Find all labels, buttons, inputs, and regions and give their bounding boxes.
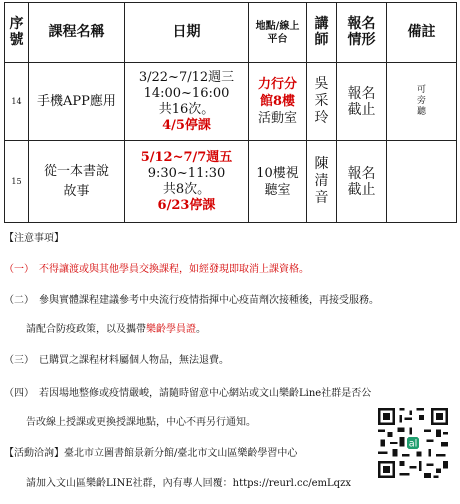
registration-status: 報名截止 [337, 141, 387, 223]
course-teacher: 吳采玲 [307, 63, 337, 141]
row-number: 15 [5, 141, 29, 223]
suspension-note: 4/5停課 [162, 117, 211, 133]
header-status: 報名情形 [337, 3, 387, 63]
table-header-row [5, 3, 457, 63]
note-1: （一） 不得讓渡或與其他學員交換課程，如經發現即取消上課資格。 [4, 264, 309, 275]
senior-card-text: 樂齡學員證 [146, 324, 196, 335]
contact-info: 【活動洽詢】臺北市立圖書館景新分館/臺北市文山區樂齡學習中心 [4, 448, 298, 459]
qr-code-icon[interactable] [378, 408, 448, 478]
note-2-continued: 請配合防疫政策，以及攜帶樂齡學員證。 [26, 324, 206, 335]
suspension-note: 6/23停課 [157, 197, 216, 213]
course-name: 手機APP應用 [29, 63, 125, 141]
course-note [387, 141, 457, 223]
header-location: 地點/線上平台 [249, 3, 307, 63]
course-location: 力行分館8樓 活動室 [249, 63, 307, 141]
header-note: 備註 [387, 3, 457, 63]
notes-title: 【注意事項】 [4, 233, 64, 244]
note-3: （三） 已購買之課程材料屬個人物品，無法退費。 [4, 355, 229, 366]
note-4: （四） 若因場地整修或疫情嚴峻，請隨時留意中心網站或文山樂齡Line社群是否公 [4, 388, 372, 399]
course-location: 10樓視聽室 [249, 141, 307, 223]
note-4-continued: 告改線上授課或更換授課地點，中心不再另行通知。 [26, 417, 256, 428]
line-group-link[interactable]: 請加入文山區樂齡LINE社群，內有專人回覆：https://reurl.cc/emLqzx [26, 478, 351, 489]
course-table [4, 2, 457, 223]
table-row [5, 63, 457, 141]
note-2: （二） 參與實體課程建議參考中央流行疫情指揮中心疫苗劑次接種後，再接受服務。 [4, 295, 379, 306]
course-date: 5/12~7/7週五 9:30~11:30 共8次。 6/23停課 [125, 141, 249, 223]
header-date: 日期 [125, 3, 249, 63]
registration-status: 報名截止 [337, 63, 387, 141]
header-name: 課程名稱 [29, 3, 125, 63]
course-teacher: 陳清音 [307, 141, 337, 223]
header-teacher: 講師 [307, 3, 337, 63]
row-number: 14 [5, 63, 29, 141]
header-no: 序號 [5, 3, 29, 63]
course-name: 從一本書說 故事 [29, 141, 125, 223]
svg-text:al: al [408, 438, 418, 450]
course-date: 3/22~7/12週三 14:00~16:00 共16次。 4/5停課 [125, 63, 249, 141]
course-note: 可旁聽 [387, 63, 457, 141]
table-row [5, 141, 457, 223]
